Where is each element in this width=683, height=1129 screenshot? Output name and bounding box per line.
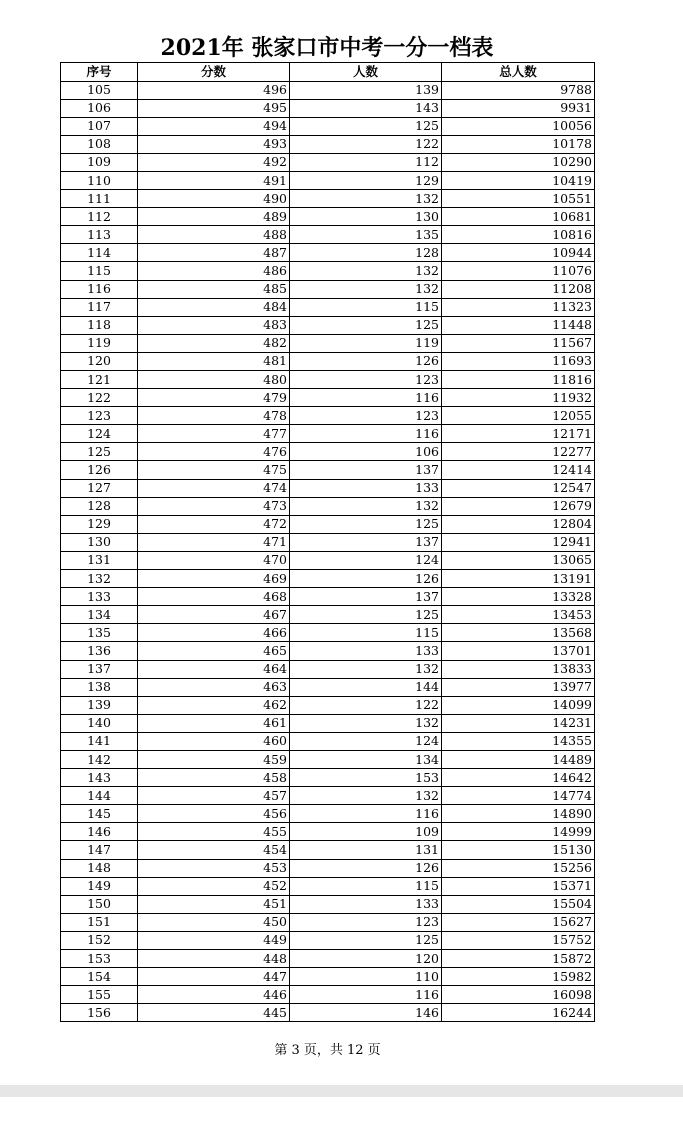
cell-index: 134 [61,606,138,624]
table-row [61,805,595,823]
cell-count: 115 [290,624,442,642]
cell-count: 123 [290,371,442,389]
cell-score: 457 [138,787,290,805]
cell-total: 10551 [442,190,595,208]
cell-index: 118 [61,316,138,334]
cell-score: 478 [138,407,290,425]
cell-count: 124 [290,551,442,569]
cell-score: 471 [138,533,290,551]
score-table [60,62,595,1022]
cell-index: 138 [61,678,138,696]
cell-score: 466 [138,624,290,642]
table-row [61,950,595,968]
cell-count: 133 [290,642,442,660]
cell-count: 122 [290,696,442,714]
table-row [61,769,595,787]
cell-count: 144 [290,678,442,696]
cell-total: 15752 [442,931,595,949]
cell-score: 461 [138,714,290,732]
page-number: 第 3 页，共 12 页 [274,1043,381,1058]
cell-count: 116 [290,805,442,823]
cell-index: 144 [61,787,138,805]
cell-index: 126 [61,461,138,479]
cell-total: 11932 [442,389,595,407]
table-row [61,334,595,352]
cell-index: 155 [61,986,138,1004]
table-row [61,1004,595,1022]
cell-total: 13833 [442,660,595,678]
table-header-row [61,63,595,82]
cell-score: 455 [138,823,290,841]
table-row [61,515,595,533]
cell-index: 154 [61,968,138,986]
cell-index: 107 [61,117,138,135]
cell-total: 10944 [442,244,595,262]
cell-total: 12171 [442,425,595,443]
cell-count: 137 [290,461,442,479]
cell-index: 148 [61,859,138,877]
cell-index: 121 [61,371,138,389]
cell-total: 10178 [442,135,595,153]
cell-score: 475 [138,461,290,479]
cell-index: 119 [61,334,138,352]
cell-score: 485 [138,280,290,298]
cell-index: 150 [61,895,138,913]
cell-count: 133 [290,895,442,913]
cell-total: 13328 [442,588,595,606]
cell-total: 12941 [442,533,595,551]
cell-count: 116 [290,986,442,1004]
cell-count: 153 [290,769,442,787]
cell-total: 9931 [442,99,595,117]
cell-score: 492 [138,153,290,171]
cell-total: 14355 [442,732,595,750]
cell-count: 137 [290,533,442,551]
table-row [61,787,595,805]
table-row [61,570,595,588]
cell-index: 125 [61,443,138,461]
cell-index: 113 [61,226,138,244]
cell-count: 123 [290,913,442,931]
cell-count: 134 [290,750,442,768]
cell-count: 125 [290,117,442,135]
cell-total: 12547 [442,479,595,497]
cell-total: 10290 [442,153,595,171]
cell-index: 111 [61,190,138,208]
cell-total: 12277 [442,443,595,461]
cell-count: 135 [290,226,442,244]
cell-total: 11448 [442,316,595,334]
cell-count: 125 [290,515,442,533]
table-row [61,117,595,135]
cell-index: 135 [61,624,138,642]
table-row [61,244,595,262]
cell-total: 15504 [442,895,595,913]
cell-score: 489 [138,208,290,226]
cell-total: 11816 [442,371,595,389]
viewer-bottom-bar [0,1085,683,1097]
cell-count: 109 [290,823,442,841]
cell-score: 459 [138,750,290,768]
table-row [61,153,595,171]
cell-total: 11323 [442,298,595,316]
cell-score: 477 [138,425,290,443]
cell-index: 110 [61,171,138,189]
cell-index: 153 [61,950,138,968]
table-row [61,606,595,624]
table-row [61,443,595,461]
table-row [61,352,595,370]
table-row [61,461,595,479]
cell-total: 14231 [442,714,595,732]
cell-index: 149 [61,877,138,895]
cell-count: 125 [290,316,442,334]
cell-index: 147 [61,841,138,859]
cell-score: 463 [138,678,290,696]
cell-count: 146 [290,1004,442,1022]
cell-total: 12679 [442,497,595,515]
cell-count: 132 [290,190,442,208]
cell-index: 130 [61,533,138,551]
cell-index: 140 [61,714,138,732]
table-row [61,190,595,208]
cell-count: 116 [290,389,442,407]
cell-score: 479 [138,389,290,407]
table-row [61,732,595,750]
cell-count: 125 [290,931,442,949]
cell-total: 12804 [442,515,595,533]
cell-score: 472 [138,515,290,533]
table-row [61,588,595,606]
cell-score: 454 [138,841,290,859]
table-row [61,226,595,244]
table-row [61,371,595,389]
cell-total: 11567 [442,334,595,352]
cell-total: 11693 [442,352,595,370]
cell-count: 112 [290,153,442,171]
cell-index: 116 [61,280,138,298]
cell-index: 133 [61,588,138,606]
cell-index: 146 [61,823,138,841]
cell-score: 465 [138,642,290,660]
table-row [61,280,595,298]
cell-count: 123 [290,407,442,425]
table-row [61,425,595,443]
cell-index: 109 [61,153,138,171]
cell-index: 124 [61,425,138,443]
cell-index: 136 [61,642,138,660]
cell-total: 11208 [442,280,595,298]
cell-score: 460 [138,732,290,750]
cell-index: 122 [61,389,138,407]
cell-total: 10681 [442,208,595,226]
cell-count: 116 [290,425,442,443]
cell-index: 108 [61,135,138,153]
cell-count: 115 [290,298,442,316]
cell-total: 13977 [442,678,595,696]
cell-count: 130 [290,208,442,226]
cell-count: 128 [290,244,442,262]
table-row [61,533,595,551]
cell-score: 462 [138,696,290,714]
cell-score: 452 [138,877,290,895]
cell-index: 127 [61,479,138,497]
table-row [61,99,595,117]
cell-count: 132 [290,262,442,280]
cell-index: 115 [61,262,138,280]
cell-index: 123 [61,407,138,425]
cell-count: 122 [290,135,442,153]
cell-count: 106 [290,443,442,461]
table-row [61,931,595,949]
cell-total: 10056 [442,117,595,135]
header-count: 人数 [290,63,442,82]
table-row [61,407,595,425]
cell-score: 496 [138,81,290,99]
cell-score: 483 [138,316,290,334]
table-row [61,642,595,660]
cell-index: 114 [61,244,138,262]
cell-index: 105 [61,81,138,99]
header-index: 序号 [61,63,138,82]
table-row [61,750,595,768]
cell-score: 445 [138,1004,290,1022]
table-row [61,389,595,407]
cell-total: 12414 [442,461,595,479]
cell-total: 15371 [442,877,595,895]
cell-score: 493 [138,135,290,153]
cell-total: 13191 [442,570,595,588]
cell-score: 494 [138,117,290,135]
cell-score: 453 [138,859,290,877]
cell-total: 15627 [442,913,595,931]
cell-index: 143 [61,769,138,787]
cell-score: 491 [138,171,290,189]
table-row [61,208,595,226]
cell-score: 486 [138,262,290,280]
cell-score: 469 [138,570,290,588]
cell-score: 451 [138,895,290,913]
cell-index: 120 [61,352,138,370]
cell-total: 16098 [442,986,595,1004]
cell-count: 115 [290,877,442,895]
table-row [61,660,595,678]
cell-score: 482 [138,334,290,352]
cell-score: 447 [138,968,290,986]
cell-index: 132 [61,570,138,588]
page-title: 2021年 张家口市中考一分一档表 [160,35,494,61]
cell-total: 13065 [442,551,595,569]
cell-total: 14999 [442,823,595,841]
table-row [61,696,595,714]
cell-total: 13701 [442,642,595,660]
cell-count: 119 [290,334,442,352]
cell-index: 106 [61,99,138,117]
cell-score: 480 [138,371,290,389]
cell-score: 450 [138,913,290,931]
cell-total: 14099 [442,696,595,714]
cell-index: 129 [61,515,138,533]
cell-index: 128 [61,497,138,515]
cell-total: 10816 [442,226,595,244]
cell-score: 495 [138,99,290,117]
table-row [61,877,595,895]
cell-index: 151 [61,913,138,931]
cell-count: 120 [290,950,442,968]
table-row [61,316,595,334]
cell-score: 458 [138,769,290,787]
cell-count: 129 [290,171,442,189]
table-row [61,497,595,515]
header-score: 分数 [138,63,290,82]
cell-score: 481 [138,352,290,370]
cell-score: 488 [138,226,290,244]
table-row [61,913,595,931]
cell-score: 473 [138,497,290,515]
table-row [61,678,595,696]
cell-count: 125 [290,606,442,624]
cell-count: 132 [290,497,442,515]
cell-score: 474 [138,479,290,497]
table-row [61,841,595,859]
cell-total: 15256 [442,859,595,877]
cell-count: 143 [290,99,442,117]
cell-count: 131 [290,841,442,859]
table-row [61,298,595,316]
cell-total: 15982 [442,968,595,986]
table-row [61,968,595,986]
cell-count: 132 [290,660,442,678]
cell-count: 132 [290,280,442,298]
cell-count: 124 [290,732,442,750]
table-row [61,551,595,569]
cell-score: 490 [138,190,290,208]
cell-total: 12055 [442,407,595,425]
cell-index: 156 [61,1004,138,1022]
cell-score: 468 [138,588,290,606]
cell-index: 112 [61,208,138,226]
cell-total: 14642 [442,769,595,787]
cell-score: 476 [138,443,290,461]
header-total: 总人数 [442,63,595,82]
cell-total: 11076 [442,262,595,280]
cell-score: 464 [138,660,290,678]
cell-score: 449 [138,931,290,949]
table-row [61,895,595,913]
cell-score: 470 [138,551,290,569]
cell-count: 126 [290,352,442,370]
cell-index: 145 [61,805,138,823]
cell-count: 110 [290,968,442,986]
cell-index: 117 [61,298,138,316]
cell-count: 137 [290,588,442,606]
cell-total: 15872 [442,950,595,968]
cell-total: 9788 [442,81,595,99]
cell-score: 448 [138,950,290,968]
cell-score: 487 [138,244,290,262]
table-row [61,81,595,99]
cell-total: 13568 [442,624,595,642]
cell-index: 152 [61,931,138,949]
cell-index: 137 [61,660,138,678]
cell-score: 446 [138,986,290,1004]
cell-total: 13453 [442,606,595,624]
cell-total: 14489 [442,750,595,768]
cell-total: 16244 [442,1004,595,1022]
cell-score: 484 [138,298,290,316]
cell-index: 139 [61,696,138,714]
cell-score: 467 [138,606,290,624]
cell-count: 126 [290,859,442,877]
table-row [61,624,595,642]
cell-index: 142 [61,750,138,768]
table-row [61,859,595,877]
cell-total: 14774 [442,787,595,805]
table-row [61,479,595,497]
cell-total: 10419 [442,171,595,189]
cell-index: 141 [61,732,138,750]
table-row [61,171,595,189]
table-row [61,986,595,1004]
table-row [61,714,595,732]
cell-count: 139 [290,81,442,99]
table-row [61,823,595,841]
cell-total: 14890 [442,805,595,823]
cell-count: 133 [290,479,442,497]
cell-count: 132 [290,787,442,805]
cell-count: 132 [290,714,442,732]
table-row [61,262,595,280]
cell-score: 456 [138,805,290,823]
cell-count: 126 [290,570,442,588]
cell-total: 15130 [442,841,595,859]
table-row [61,135,595,153]
cell-index: 131 [61,551,138,569]
